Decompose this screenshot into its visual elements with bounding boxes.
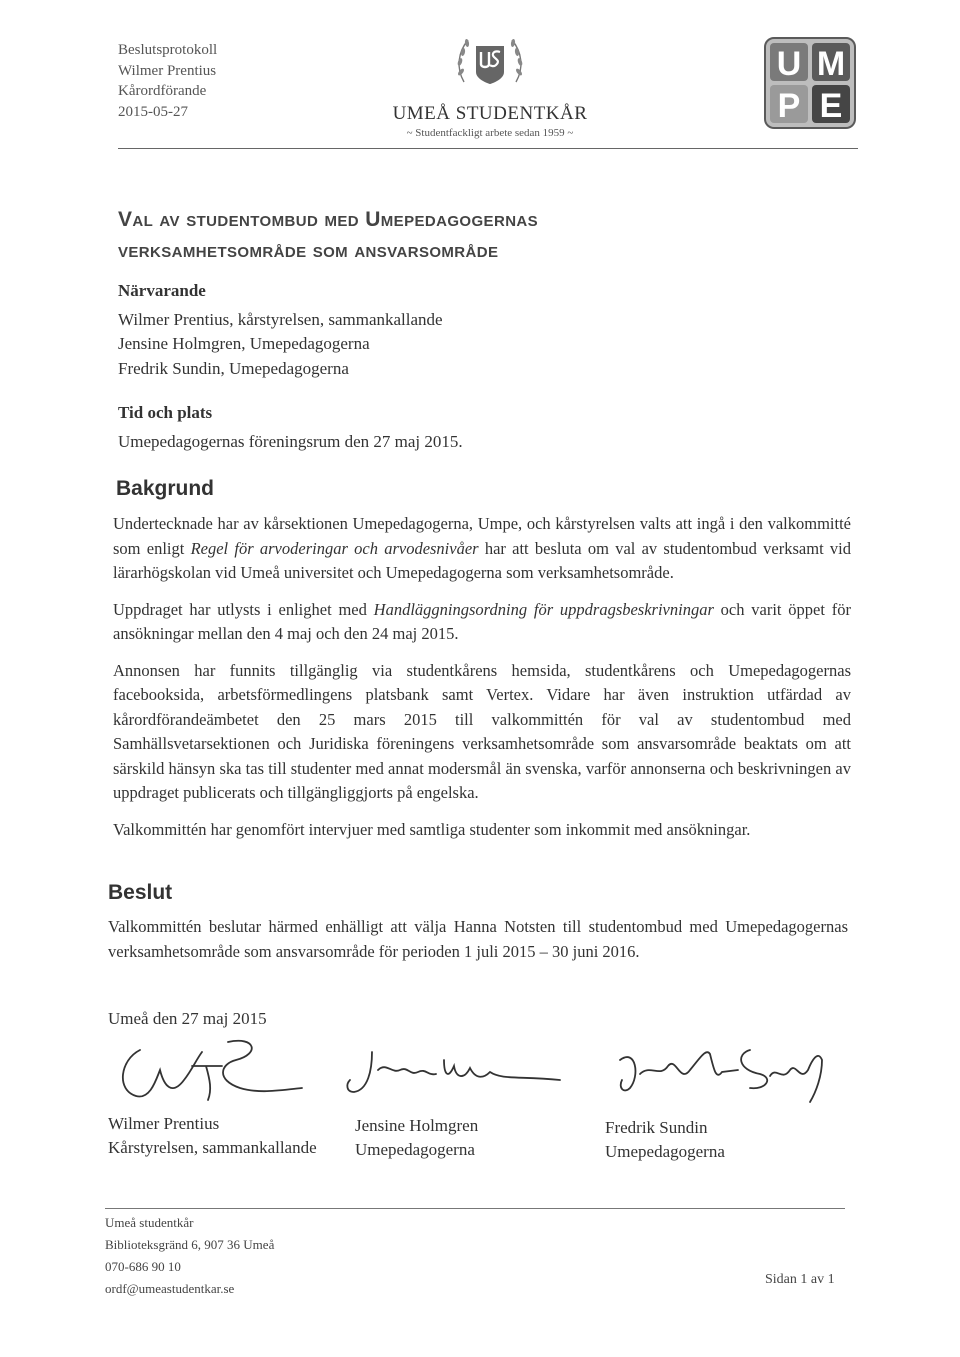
footer-address: Biblioteksgränd 6, 907 36 Umeå [105, 1237, 275, 1252]
background-p1-text-a: Undertecknade har av kårsektionen Umepedagogerna, Umpe, och kårstyrelsen valts att ingå i den valkommitté som enligt [113, 514, 851, 558]
place-date: Umeå den 27 maj 2015 [108, 1009, 267, 1028]
signer-1-role: Kårstyrelsen, sammankallande [108, 1138, 317, 1157]
decision-heading: Beslut [108, 881, 173, 904]
present-person-1: Wilmer Prentius, kårstyrelsen, sammankallande [118, 310, 443, 329]
background-paragraph-4: Valkommittén har genomfört intervjuer med samtliga studenter som inkommit med ansökningar. [113, 819, 751, 839]
time-place-heading: Tid och plats [118, 403, 213, 422]
header-meta [118, 40, 217, 122]
author-role: Kårordförande [118, 83, 207, 99]
title-line-1: Val av studentombud med Umepedagogernas [118, 208, 539, 231]
handwritten-signatures [110, 1030, 830, 1110]
footer-contact [105, 1212, 274, 1300]
background-section [113, 512, 851, 854]
signer-3 [605, 1116, 725, 1164]
decision-text: Valkommittén beslutar härmed enhälligt att välja Hanna Notsten till studentombud med Umepedagogernas verksamhetsområde som ansvarsområde för perioden 1 juli 2015 – 30 juni 2016. [108, 917, 848, 961]
background-paragraph-1 [113, 512, 851, 586]
logo-letter-p: P [777, 87, 801, 125]
doc-type: Beslutsprotokoll [118, 42, 218, 58]
background-heading: Bakgrund [116, 477, 215, 500]
background-paragraph-2 [113, 598, 851, 647]
time-place-text: Umepedagogernas föreningsrum den 27 maj 2015. [118, 432, 463, 451]
present-heading: Närvarande [118, 281, 206, 300]
signer-3-role: Umepedagogerna [605, 1142, 725, 1161]
procedure-title: Handläggningsordning för uppdragsbeskrivningar [373, 599, 714, 619]
signer-1 [108, 1112, 317, 1160]
umpe-logo [764, 37, 856, 129]
footer-email: ordf@umeastudentkar.se [105, 1281, 235, 1296]
logo-letter-u: U [776, 45, 802, 83]
footer-phone: 070-686 90 10 [105, 1259, 181, 1274]
org-tagline: ~ Studentfackligt arbete sedan 1959 ~ [406, 127, 574, 139]
header-divider [118, 148, 858, 149]
document-date: 2015-05-27 [118, 103, 188, 120]
document-title [118, 204, 538, 266]
background-p2-text-b: och varit öppet för ansökningar mellan den 4 maj och den 24 maj 2015. [113, 599, 851, 643]
regulation-title: Regel för arvoderingar och arvodesnivåer [190, 538, 479, 558]
author: Wilmer Prentius [118, 62, 217, 79]
logo-letter-e: E [819, 87, 843, 125]
decision-section [108, 915, 848, 976]
signer-2-role: Umepedagogerna [355, 1140, 475, 1159]
present-person-3: Fredrik Sundin, Umepedagogerna [118, 359, 349, 378]
signer-2-name: Jensine Holmgren [355, 1116, 479, 1135]
signer-1-name: Wilmer Prentius [108, 1114, 220, 1133]
signer-2 [355, 1114, 478, 1162]
logo-letter-m: M [816, 45, 846, 83]
umpe-logo-graphic [764, 37, 856, 129]
present-person-2: Jensine Holmgren, Umepedagogerna [118, 334, 370, 353]
org-header [340, 32, 640, 139]
org-name: UMEÅ STUDENTKÅR [392, 103, 588, 124]
background-p2-text-a: Uppdraget har utlysts i enlighet med [113, 599, 374, 619]
page-number: Sidan 1 av 1 [765, 1272, 835, 1287]
umea-studentkar-logo [450, 32, 530, 92]
title-line-2: verksamhetsområde som ansvarsområde [118, 239, 499, 262]
background-p1-text-b: har att besluta om val av studentombud verksamt vid lärarhögskolan vid Umeå universitet och Umepedagogerna som verksamhetsområde. [113, 538, 851, 582]
background-paragraph-3: Annonsen har funnits tillgänglig via studentkårens hemsida, studentkårens och Umepedagogernas facebooksida, arbetsförmedlingens platsbank samt Vertex. Vidare har även instruktion utfärdad av kårordförandeämbetet den 25 mars 2015 till valkommittén för val av studentombud med Samhällsvetarsektionen och Juridiska föreningens verksamhetsområde som ansvarsområde beaktats om att särskild hänsyn ska tas till studenter med annat modersmål än svenska, varför annonserna och beskrivningen av uppdraget publicerats och tillgängliggjorts på engelska. [113, 660, 851, 802]
footer-org: Umeå studentkår [105, 1215, 194, 1230]
footer-divider [105, 1208, 845, 1209]
signer-3-name: Fredrik Sundin [605, 1118, 708, 1137]
